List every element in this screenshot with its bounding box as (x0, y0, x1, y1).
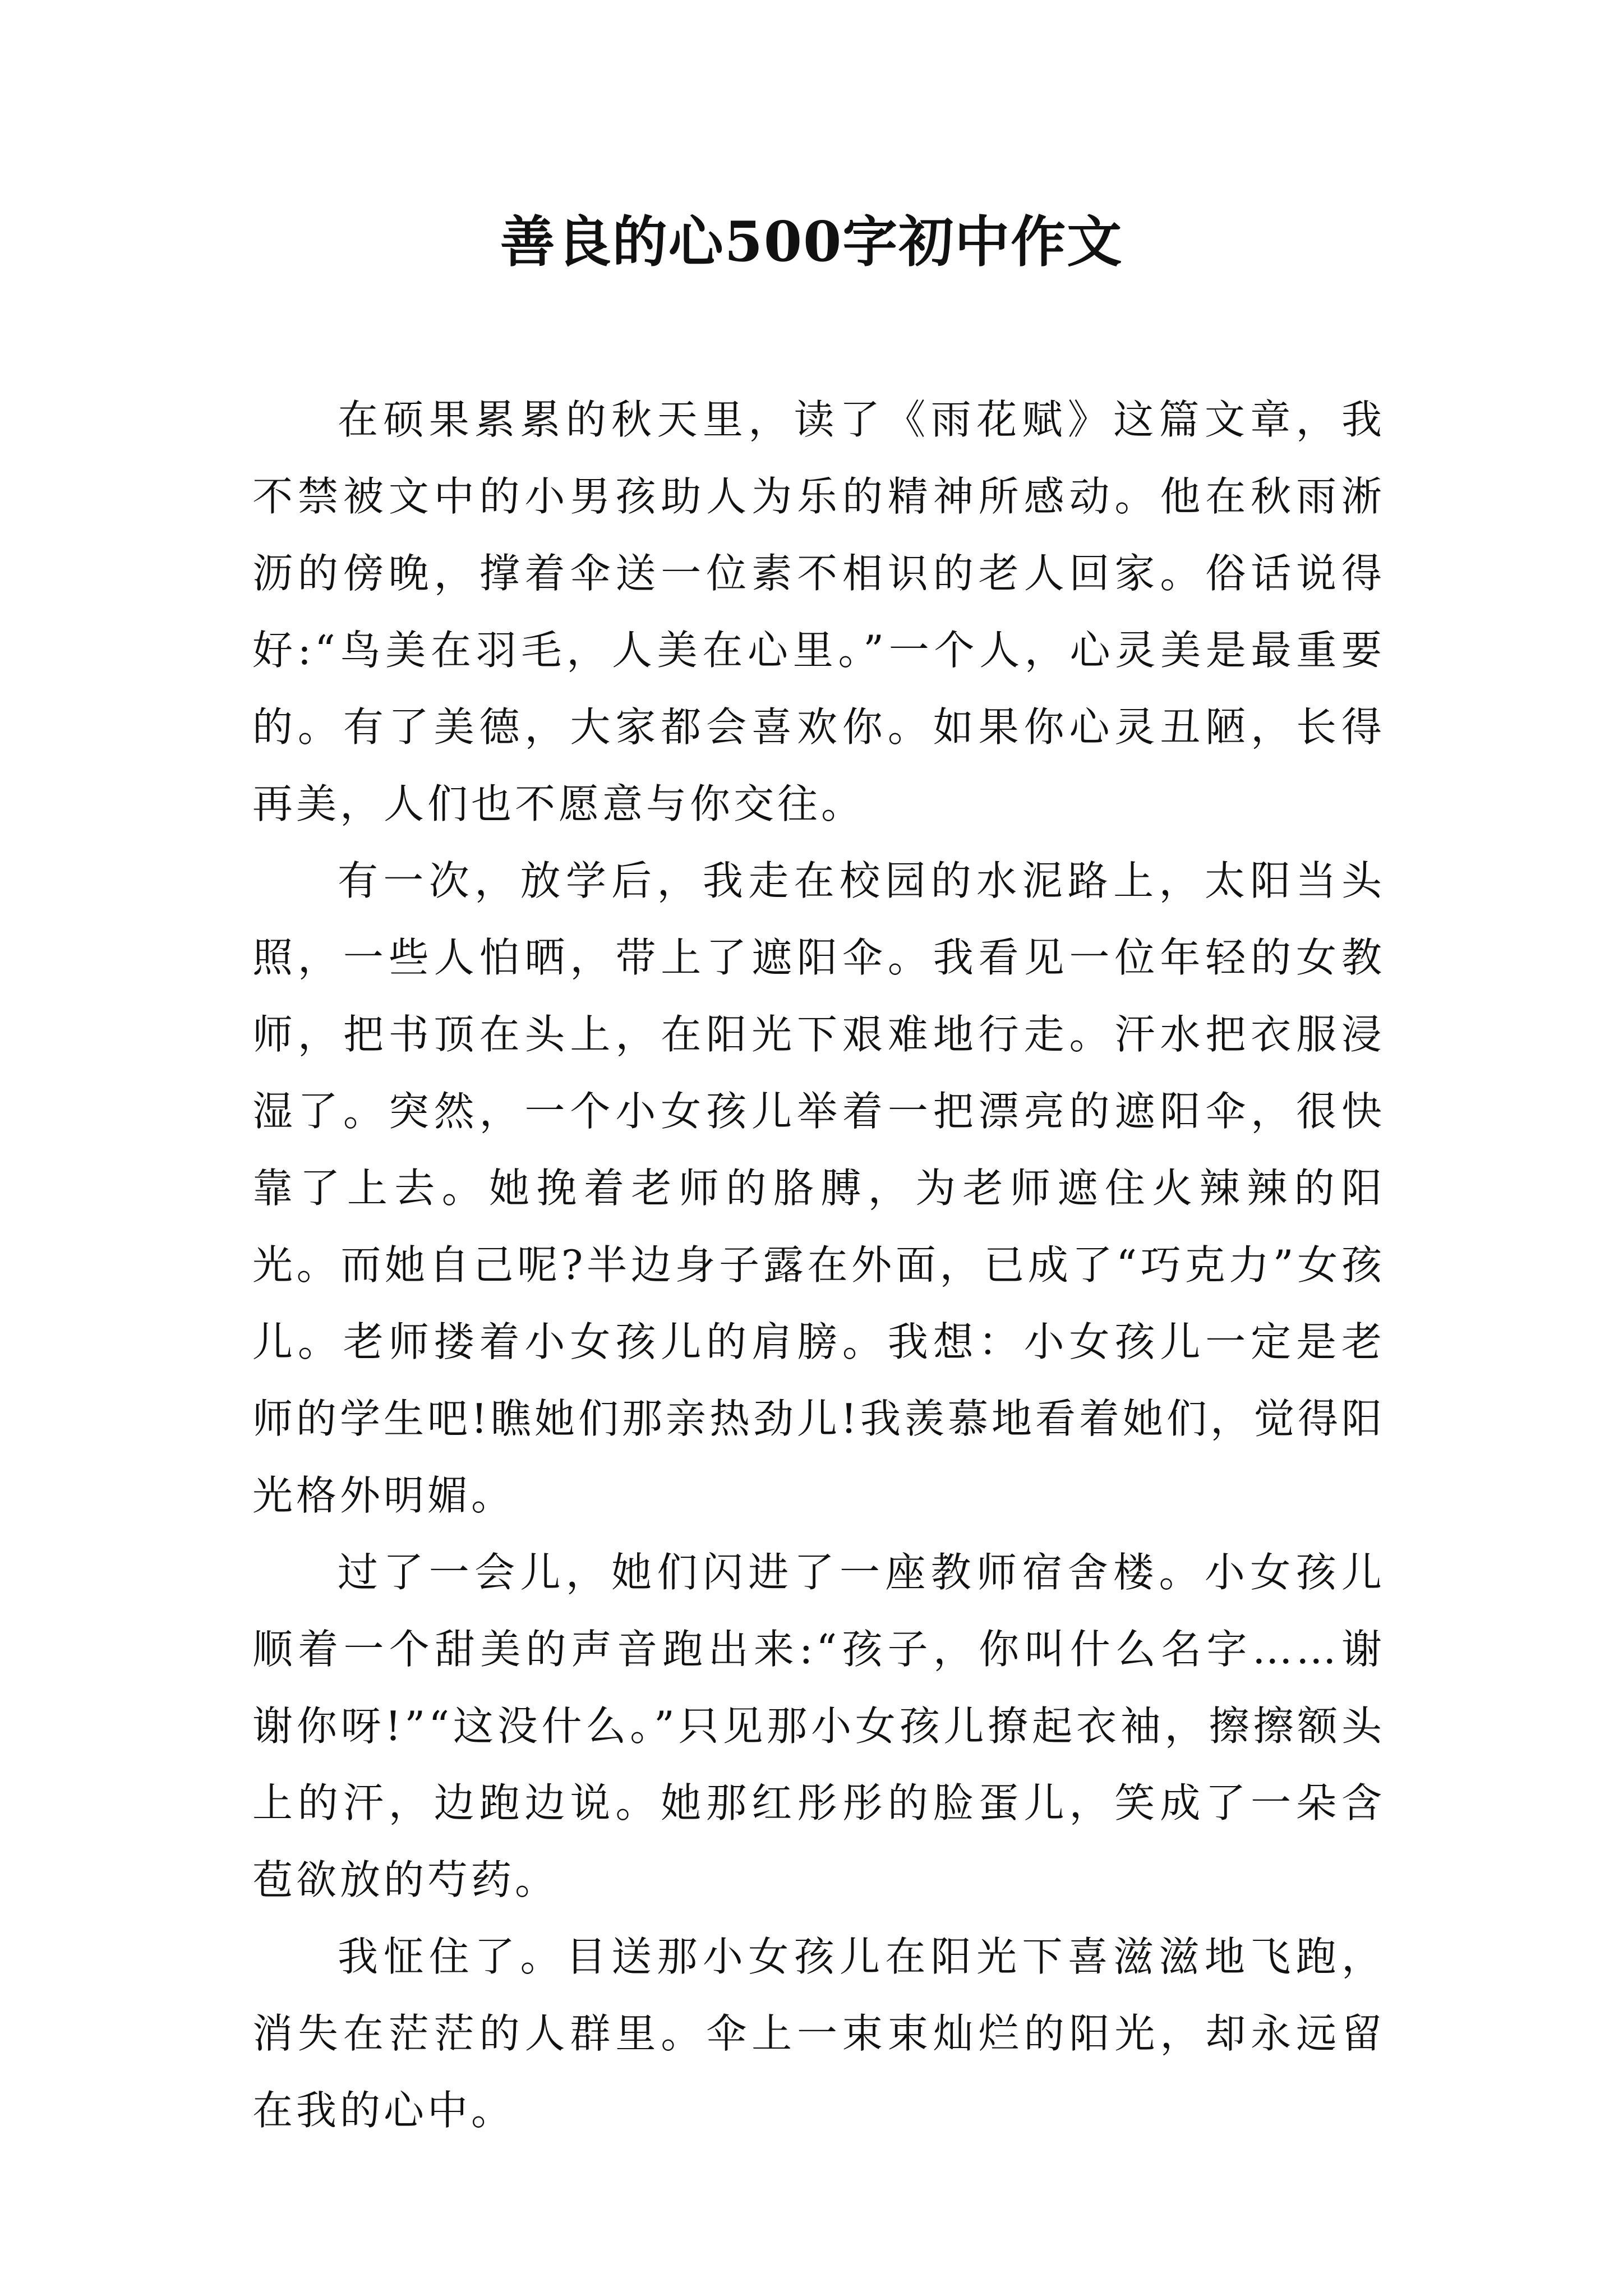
paragraph-4: 我怔住了。目送那小女孩儿在阳光下喜滋滋地飞跑，消失在茫茫的人群里。伞上一束束灿烂的阳光，却永远留在我的心中。 (252, 1933, 1385, 2134)
document-title: 善良的心500字初中作文 (500, 210, 1123, 274)
paragraph-2: 有一次，放学后，我走在校园的水泥路上，太阳当头照，一些人怕晒，带上了遮阳伞。我看见一位年轻的女教师，把书顶在头上，在阳光下艰难地行走。汗水把衣服浸湿了。突然，一个小女孩儿举着一把漂亮的遮阳伞，很快靠了上去。她挽着老师的胳膊，为老师遮住火辣辣的阳光。而她自己呢?半边身子露在外面，已成了“巧克力”女孩儿。老师搂着小女孩儿的肩膀。我想：小女孩儿一定是老师的学生吧!瞧她们那亲热劲儿!我羡慕地看着她们，觉得阳光格外明媚。 (252, 857, 1385, 1519)
paragraph-3: 过了一会儿，她们闪进了一座教师宿舍楼。小女孩儿顺着一个甜美的声音跑出来:“孩子，你叫什么名字……谢谢你呀!”“这没什么。”只见那小女孩儿撩起衣袖，擦擦额头上的汗，边跑边说。她那红彤彤的脸蛋儿，笑成了一朵含苞欲放的芍药。 (252, 1549, 1385, 1903)
paragraph-1: 在硕果累累的秋天里，读了《雨花赋》这篇文章，我不禁被文中的小男孩助人为乐的精神所感动。他在秋雨淅沥的傍晚，撑着伞送一位素不相识的老人回家。俗话说得好:“鸟美在羽毛，人美在心里。”一个人，心灵美是最重要的。有了美德，大家都会喜欢你。如果你心灵丑陋，长得再美，人们也不愿意与你交往。 (252, 396, 1385, 827)
essay-body (252, 381, 1385, 2149)
